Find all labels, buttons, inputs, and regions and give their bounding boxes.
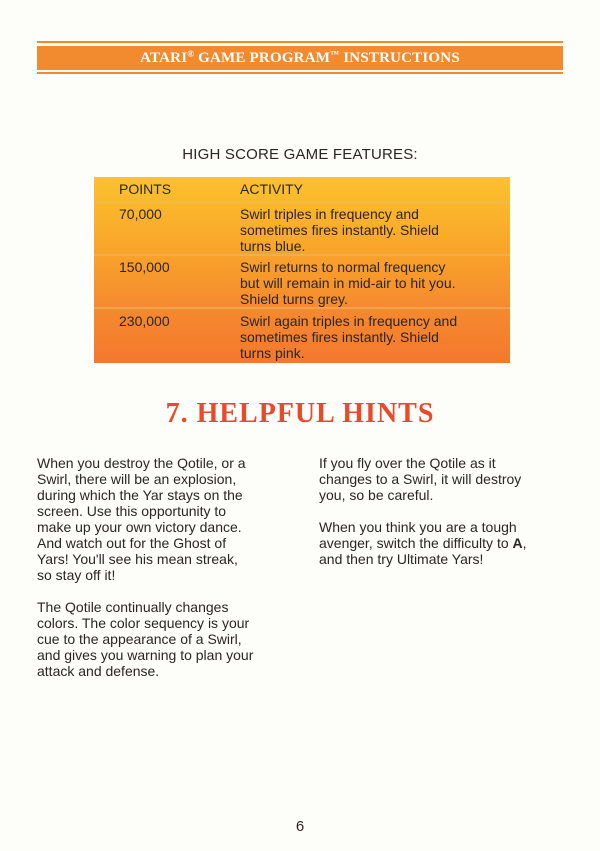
header-top-rule <box>37 41 563 43</box>
activity-cell: Swirl again triples in frequency and sometimes fires instantly. Shield turns pink. <box>240 313 458 361</box>
header-title: ATARI® GAME PROGRAM™ INSTRUCTIONS <box>140 49 460 66</box>
features-heading: HIGH SCORE GAME FEATURES: <box>182 146 418 163</box>
points-column-header: POINTS <box>119 181 172 197</box>
row-divider <box>94 201 510 203</box>
points-cell: 150,000 <box>119 259 170 275</box>
points-cell: 70,000 <box>119 206 162 222</box>
hint-paragraph: If you fly over the Qotile as it changes to a Swirl, it will destroy you, so be careful. <box>319 455 522 503</box>
activity-cell: Swirl returns to normal frequency but will remain in mid-air to hit you. Shield turns grey. <box>240 259 456 307</box>
hints-left-column <box>37 455 282 679</box>
hint-paragraph: The Qotile continually changes colors. The color sequency is your cue to the appearance of a Swirl, and gives you warning to plan your attack and defense. <box>37 599 254 679</box>
difficulty-letter: A <box>512 535 523 551</box>
helpful-hints-title: 7. HELPFUL HINTS <box>165 398 435 429</box>
row-divider <box>94 254 510 256</box>
hints-right-column <box>319 455 564 567</box>
row-divider <box>94 307 510 309</box>
points-cell: 230,000 <box>119 313 170 329</box>
hint-paragraph: When you think you are a tough avenger, switch the difficulty to A, and then try Ultimate Yars! <box>319 519 527 567</box>
features-table <box>94 177 510 363</box>
header-bottom-rule <box>37 72 563 74</box>
activity-column-header: ACTIVITY <box>240 181 304 197</box>
hint-paragraph: When you destroy the Qotile, or a Swirl, there will be an explosion, during which the Yar stays on the screen. Use this opportunity to make up your own victory dance. And watch out for the Ghost of Yars! You'll see his mean streak, so stay off it! <box>37 455 246 583</box>
page-number: 6 <box>295 818 305 835</box>
activity-cell: Swirl triples in frequency and sometimes fires instantly. Shield turns blue. <box>240 206 439 254</box>
header-band <box>37 46 563 70</box>
